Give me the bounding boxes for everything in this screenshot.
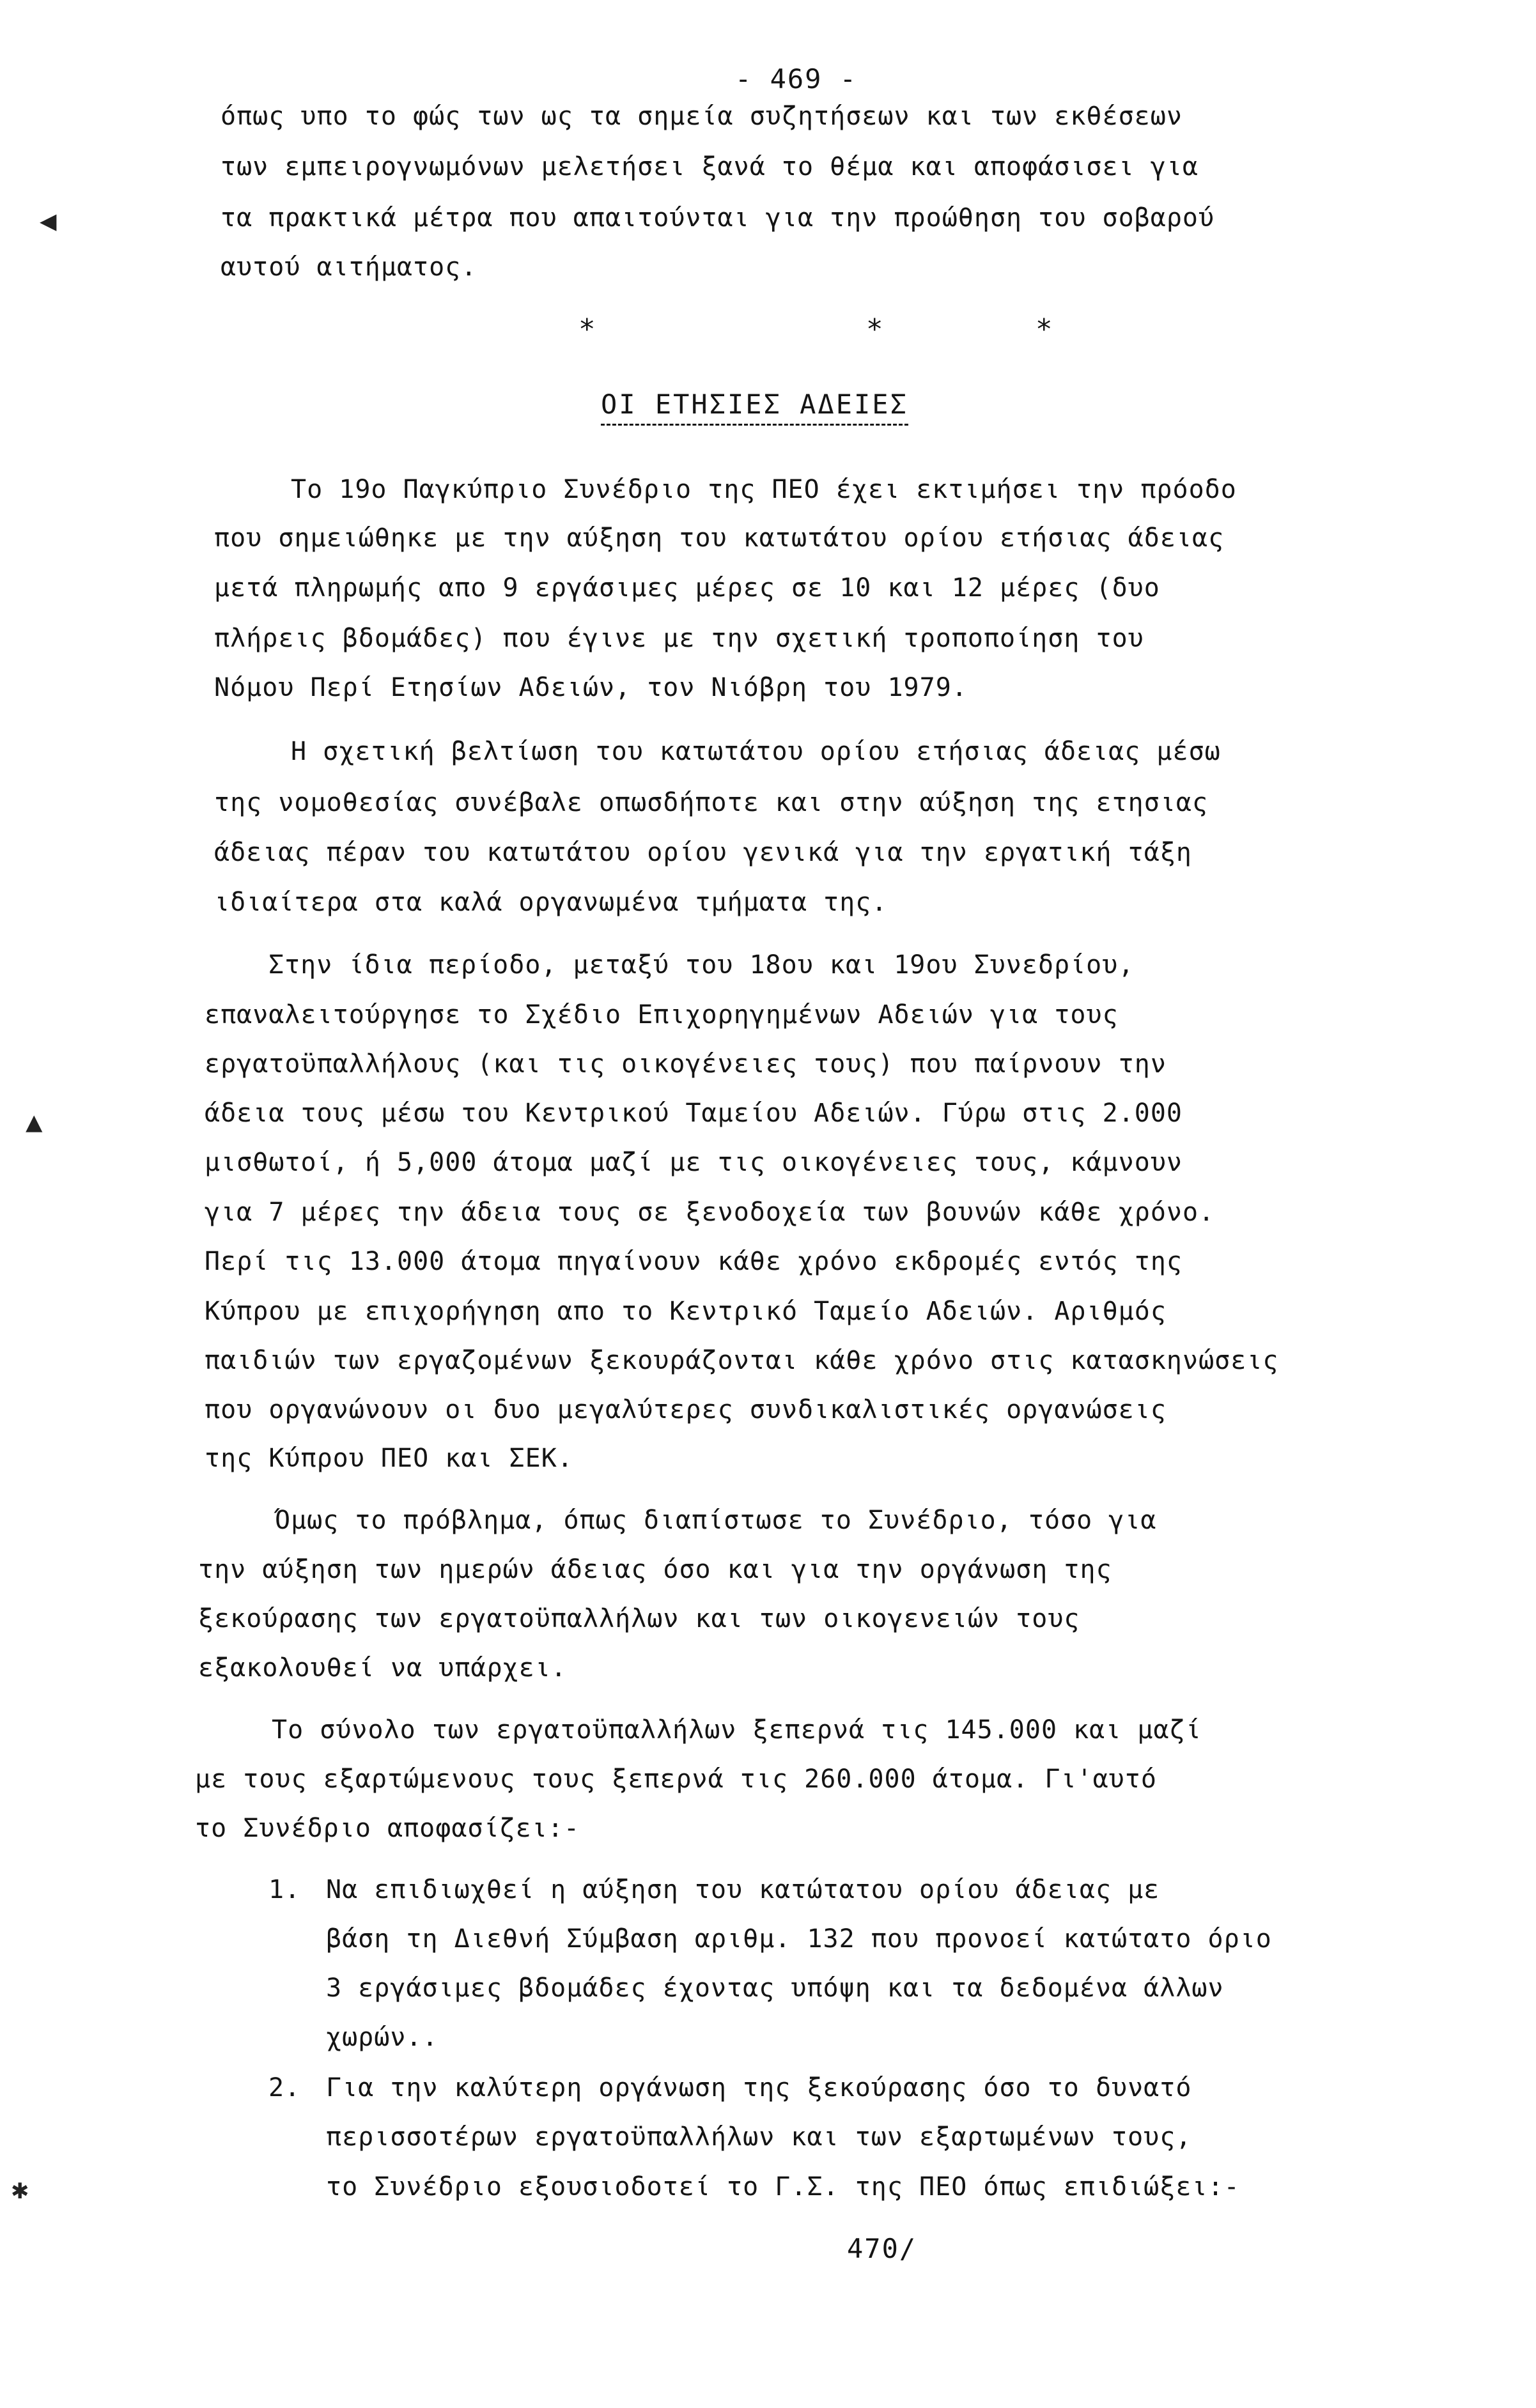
text-line: με τους εξαρτώμενους τους ξεπερνά τις 260.000 άτομα. Γι'αυτό bbox=[195, 1764, 1157, 1794]
page-number: - 469 - bbox=[735, 63, 858, 95]
separator-star: * bbox=[866, 313, 883, 346]
text-line: της νομοθεσίας συνέβαλε οπωσδήποτε και στην αύξηση της ετησιας bbox=[214, 788, 1209, 817]
list-item-line: το Συνέδριο εξουσιοδοτεί το Γ.Σ. της ΠΕΟ όπως επιδιώξει:- bbox=[326, 2172, 1240, 2202]
text-line: των εμπειρογνωμόνων μελετήσει ξανά το θέμα και αποφάσισει για bbox=[221, 152, 1199, 181]
text-line: άδεια τους μέσω του Κεντρικού Ταμείου Αδειών. Γύρω στις 2.000 bbox=[205, 1099, 1183, 1128]
text-line: τα πρακτικά μέτρα που απαιτούνται για την προώθηση του σοβαρού bbox=[221, 203, 1215, 233]
margin-mark-icon: ✱ bbox=[12, 2173, 29, 2205]
text-line: αυτού αιτήματος. bbox=[221, 252, 477, 282]
text-line: Όμως το πρόβλημα, όπως διαπίστωσε το Συνέδριο, τόσο για bbox=[275, 1506, 1157, 1535]
list-item-line: 3 εργάσιμες βδομάδες έχοντας υπόψη και τα δεδομένα άλλων bbox=[326, 1973, 1224, 2003]
margin-mark-icon: ◀ bbox=[40, 205, 57, 237]
text-line: Νόμου Περί Ετησίων Αδειών, τον Νιόβρη του 1979. bbox=[214, 673, 968, 702]
section-heading: ΟΙ ΕΤΗΣΙΕΣ ΑΔΕΙΕΣ bbox=[601, 389, 908, 426]
text-line: εξακολουθεί να υπάρχει. bbox=[198, 1653, 567, 1683]
text-line: επαναλειτούργησε το Σχέδιο Επιχορηγημένων Αδειών για τους bbox=[205, 1000, 1119, 1030]
text-line: μετά πληρωμής απο 9 εργάσιμες μέρες σε 10 και 12 μέρες (δυο bbox=[214, 573, 1160, 603]
list-item-line: χωρών.. bbox=[326, 2023, 438, 2052]
text-line: Κύπρου με επιχορήγηση απο το Κεντρικό Ταμείο Αδειών. Αριθμός bbox=[205, 1297, 1167, 1326]
text-line: μισθωτοί, ή 5,000 άτομα μαζί με τις οικογένειες τους, κάμνουν bbox=[205, 1148, 1183, 1177]
text-line: για 7 μέρες την άδεια τους σε ξενοδοχεία των βουνών κάθε χρόνο. bbox=[205, 1198, 1215, 1227]
text-line: Περί τις 13.000 άτομα πηγαίνουν κάθε χρόνο εκδρομές εντός της bbox=[205, 1247, 1183, 1276]
list-item-line: βάση τη Διεθνή Σύμβαση αριθμ. 132 που προνοεί κατώτατο όριο bbox=[326, 1924, 1272, 1954]
text-line: Στην ίδια περίοδο, μεταξύ του 18ου και 19ου Συνεδρίου, bbox=[268, 950, 1135, 980]
text-line: παιδιών των εργαζομένων ξεκουράζονται κάθε χρόνο στις κατασκηνώσεις bbox=[205, 1346, 1279, 1375]
list-item-number: 1. bbox=[268, 1875, 301, 1904]
list-item-line: Να επιδιωχθεί η αύξηση του κατώτατου ορίου άδειας με bbox=[326, 1875, 1160, 1904]
list-item-line: Για την καλύτερη οργάνωση της ξεκούρασης όσο το δυνατό bbox=[326, 2073, 1192, 2103]
text-line: που σημειώθηκε με την αύξηση του κατωτάτου ορίου ετήσιας άδειας bbox=[214, 523, 1225, 553]
list-item-number: 2. bbox=[268, 2073, 301, 2103]
text-line: ξεκούρασης των εργατοϋπαλλήλων και των οικογενειών τους bbox=[198, 1604, 1080, 1633]
text-line: άδειας πέραν του κατωτάτου ορίου γενικά για την εργατική τάξη bbox=[214, 838, 1193, 867]
text-line: της Κύπρου ΠΕΟ και ΣΕΚ. bbox=[205, 1444, 573, 1473]
text-line: Η σχετική βελτίωση του κατωτάτου ορίου ετήσιας άδειας μέσω bbox=[291, 737, 1221, 766]
text-line: εργατοϋπαλλήλους (και τις οικογένειες τους) που παίρνουν την bbox=[205, 1049, 1167, 1079]
text-line: Το σύνολο των εργατοϋπαλλήλων ξεπερνά τις 145.000 και μαζί bbox=[272, 1715, 1202, 1745]
text-line: το Συνέδριο αποφασίζει:- bbox=[195, 1814, 580, 1843]
text-line: που οργανώνουν οι δυο μεγαλύτερες συνδικαλιστικές οργανώσεις bbox=[205, 1395, 1167, 1424]
text-line: την αύξηση των ημερών άδειας όσο και για την οργάνωση της bbox=[198, 1555, 1112, 1584]
text-line: πλήρεις βδομάδες) που έγινε με την σχετική τροποποίηση του bbox=[214, 624, 1144, 653]
separator-star: * bbox=[1036, 313, 1053, 346]
text-line: όπως υπο το φώς των ως τα σημεία συζητήσεων και των εκθέσεων bbox=[221, 102, 1183, 131]
list-item-line: περισσοτέρων εργατοϋπαλλήλων και των εξαρτωμένων τους, bbox=[326, 2122, 1192, 2152]
next-page-marker: 470/ bbox=[847, 2233, 917, 2264]
text-line: ιδιαίτερα στα καλά οργανωμένα τμήματα της. bbox=[214, 888, 888, 917]
text-line: Το 19ο Παγκύπριο Συνέδριο της ΠΕΟ έχει εκτιμήσει την πρόοδο bbox=[291, 475, 1237, 504]
separator-star: * bbox=[578, 313, 596, 346]
margin-mark-icon: ▲ bbox=[26, 1106, 43, 1138]
